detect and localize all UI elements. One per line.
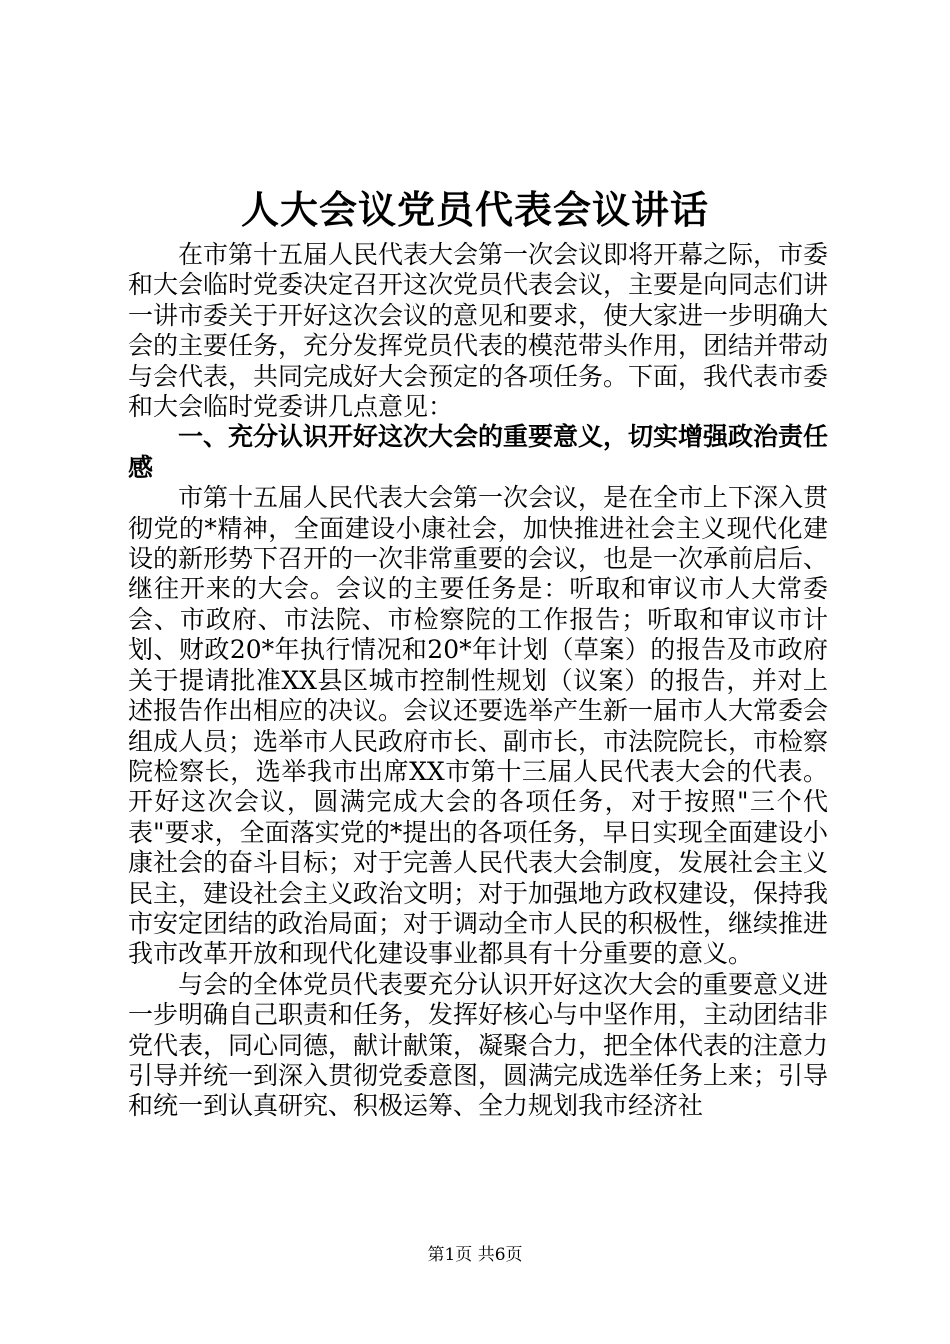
section-1-paragraph-2: 与会的全体党员代表要充分认识开好这次大会的重要意义进一步明确自己职责和任务，发挥好核心与中坚作用，主动团结非党代表，同心同德，献计献策，凝聚合力，把全体代表的注意力引导并统一到深入贯彻党委意图，圆满完成选举任务上来；引导和统一到认真研究、积极运筹、全力规划我市经济社: [128, 969, 829, 1121]
section-heading-1: 一、充分认识开好这次大会的重要意义，切实增强政治责任感: [128, 422, 829, 482]
intro-paragraph: 在市第十五届人民代表大会第一次会议即将开幕之际，市委和大会临时党委决定召开这次党员代表会议，主要是向同志们讲一讲市委关于开好这次会议的意见和要求，使大家进一步明确大会的主要任务，充分发挥党员代表的模范带头作用，团结并带动与会代表，共同完成好大会预定的各项任务。下面，我代表市委和大会临时党委讲几点意见：: [128, 240, 829, 422]
document-body: [128, 240, 828, 1122]
document-title: 人大会议党员代表会议讲话: [240, 187, 709, 232]
section-1-paragraph-1: 市第十五届人民代表大会第一次会议，是在全市上下深入贯彻党的*精神，全面建设小康社会，加快推进社会主义现代化建设的新形势下召开的一次非常重要的会议，也是一次承前启后、继往开来的大会。会议的主要任务是：听取和审议市人大常委会、市政府、市法院、市检察院的工作报告；听取和审议市计划、财政20*年执行情况和20*年计划（草案）的报告及市政府关于提请批准XX县区城市控制性规划（议案）的报告，并对上述报告作出相应的决议。会议还要选举产生新一届市人大常委会组成人员；选举市人民政府市长、副市长，市法院院长，市检察院检察长，选举我市出席XX市第十三届人民代表大会的代表。开好这次会议，圆满完成大会的各项任务，对于按照"三个代表"要求，全面落实党的*提出的各项任务，早日实现全面建设小康社会的奋斗目标；对于完善人民代表大会制度，发展社会主义民主，建设社会主义政治文明；对于加强地方政权建设，保持我市安定团结的政治局面；对于调动全市人民的积极性，继续推进我市改革开放和现代化建设事业都具有十分重要的意义。: [128, 483, 829, 969]
page-number-footer: 第1页 共6页: [427, 1245, 523, 1265]
